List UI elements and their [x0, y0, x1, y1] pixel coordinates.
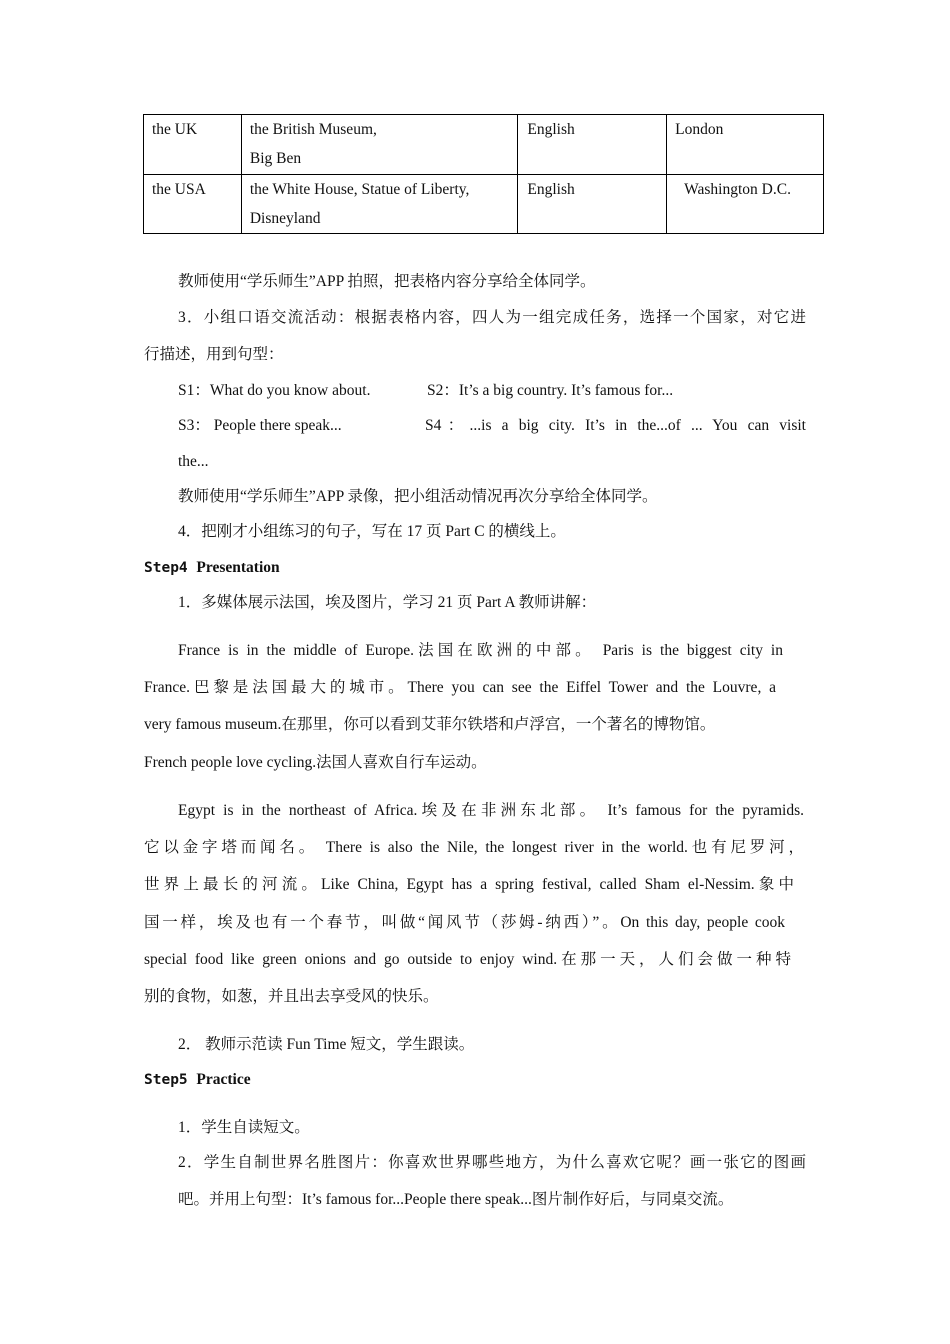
- text-line: 2．学生自制世界名胜图片：你喜欢世界哪些地方，为什么喜欢它呢？画一张它的图画: [178, 1154, 806, 1171]
- text-line: 教师使用“学乐师生”APP 录像，把小组活动情况再次分享给全体同学。: [178, 488, 658, 505]
- text-line: 4．把刚才小组练习的句子，写在 17 页 Part C 的横线上。: [178, 523, 566, 540]
- sentence-pattern-s1: S1：What do you know about.: [178, 382, 371, 399]
- table-row: [144, 115, 824, 175]
- capital-cell: Washington D.C.: [667, 175, 824, 234]
- paragraph-line: 别的食物，如葱，并且出去享受风的快乐。: [144, 988, 439, 1005]
- sentence-pattern-s4: S4：...is a big city. It’s in the...of ... You can visit: [425, 417, 806, 434]
- text-line: 行描述，用到句型：: [144, 346, 284, 363]
- paragraph-line: Egypt is in the northeast of Africa.埃及在非洲东北部。 It’s famous for the pyramids.: [178, 802, 804, 819]
- paragraph-line: very famous museum.在那里，你可以看到艾菲尔铁塔和卢浮宫，一个著名的博物馆。: [144, 716, 716, 733]
- text-line: 3．小组口语交流活动：根据表格内容，四人为一组完成任务，选择一个国家，对它进: [178, 309, 806, 326]
- paragraph-line: 世界上最长的河流。Like China, Egypt has a spring festival, called Sham el-Nessim.象中: [144, 876, 794, 893]
- language-cell: English: [518, 175, 667, 234]
- text-line: 吧。并用上句型：It’s famous for...People there speak...图片制作好后，与同桌交流。: [178, 1191, 734, 1208]
- paragraph-line: French people love cycling.法国人喜欢自行车运动。: [144, 754, 487, 771]
- text-line: 教师使用“学乐师生”APP 拍照，把表格内容分享给全体同学。: [178, 273, 596, 290]
- text-line: 1．多媒体展示法国，埃及图片，学习 21 页 Part A 教师讲解：: [178, 594, 597, 611]
- sentence-pattern-s3: S3： People there speak...: [178, 417, 342, 434]
- paragraph-line: 国一样，埃及也有一个春节，叫做“闻风节（莎姆-纳西）”。On this day, people cook: [144, 914, 785, 931]
- section-heading-step4: Step4 Presentation: [144, 559, 280, 576]
- capital-cell: London: [667, 115, 824, 175]
- paragraph-line: France.巴黎是法国最大的城市。There you can see the Eiffel Tower and the Louvre, a: [144, 679, 776, 696]
- section-heading-step5: Step5 Practice: [144, 1071, 251, 1088]
- sentence-pattern-s2: S2：It’s a big country. It’s famous for...: [427, 382, 674, 399]
- country-table: [143, 114, 824, 234]
- country-cell: the UK: [144, 115, 242, 175]
- paragraph-line: France is in the middle of Europe.法国在欧洲的中部。 Paris is the biggest city in: [178, 642, 783, 659]
- paragraph-line: special food like green onions and go outside to enjoy wind.在那一天，人们会做一种特: [144, 951, 791, 968]
- text-line: the...: [178, 453, 209, 470]
- text-line: 1．学生自读短文。: [178, 1119, 310, 1136]
- places-cell: the British Museum, Big Ben: [241, 115, 518, 175]
- places-cell: the White House, Statue of Liberty, Disneyland: [241, 175, 518, 234]
- paragraph-line: 它以金字塔而闻名。 There is also the Nile, the longest river in the world.也有尼罗河，: [144, 839, 804, 856]
- table-row: [144, 175, 824, 234]
- country-cell: the USA: [144, 175, 242, 234]
- language-cell: English: [518, 115, 667, 175]
- text-line: 2． 教师示范读 Fun Time 短文，学生跟读。: [178, 1036, 475, 1053]
